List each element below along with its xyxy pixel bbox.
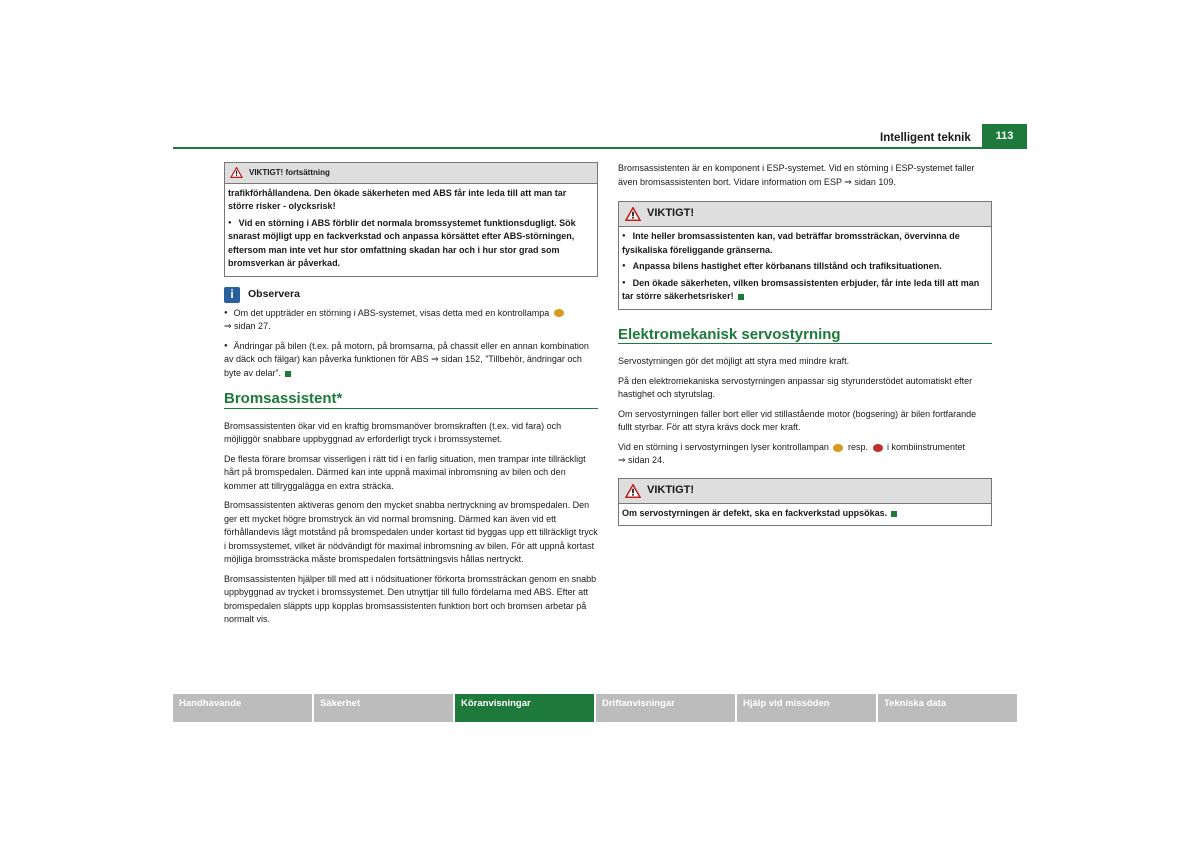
paragraph: På den elektromekaniska servostyrningen anpassar sig styrunderstödet automatiskt efter hastighet och styrutslag. xyxy=(618,375,973,400)
note-header xyxy=(224,287,598,303)
left-column xyxy=(224,162,598,633)
end-square-icon xyxy=(738,294,744,300)
warning-body xyxy=(619,227,991,309)
warning-title: VIKTIGT! xyxy=(647,484,695,497)
warning-header xyxy=(619,479,991,504)
note-bullet-1-ref: ⇒ sidan 27. xyxy=(224,321,271,332)
intro-paragraph: Bromsassistenten är en komponent i ESP-systemet. Vid en störning i ESP-systemet faller även bromsassistenten bort. Vidare information om ESP ⇒ sidan 109. xyxy=(618,163,975,187)
warning-triangle-icon xyxy=(230,167,243,178)
warning-header xyxy=(619,202,991,227)
warning-title: VIKTIGT! fortsättning xyxy=(249,168,330,177)
abs-lamp-icon xyxy=(554,309,564,317)
tab-sakerhet[interactable]: Säkerhet xyxy=(314,694,453,722)
section-title-bromsassistent: Bromsassistent* xyxy=(224,392,598,409)
header-title: Intelligent teknik xyxy=(880,132,971,144)
warning-body xyxy=(619,504,991,526)
paragraph: Bromsassistenten hjälper till med att i nödsituationer förkorta bromssträckan genom en snabb uppbyggnad av trycket i bromssystemet. Den utnyttjar till fullo fördelarna med ABS. Efter att bromspedalen släppts upp kopplas bromsassistenten funktion bort och bromsen arbetar på normalt vis. xyxy=(224,573,597,625)
paragraph-lamps xyxy=(618,441,992,468)
warning-text: trafikförhållandena. Den ökade säkerheten med ABS får inte leda till att man tar större risker - olycksrisk! xyxy=(228,187,567,211)
tab-handhavande[interactable]: Handhavande xyxy=(173,694,312,722)
lamp-text-a: Vid en störning i servostyrningen lyser kontrollampan xyxy=(618,441,829,452)
info-icon: i xyxy=(224,287,240,303)
warning-box-continued xyxy=(224,162,598,277)
end-square-icon xyxy=(285,371,291,377)
note-title: Observera xyxy=(248,287,300,300)
warning-title: VIKTIGT! xyxy=(647,207,695,220)
note-bullet-2 xyxy=(224,340,598,381)
steering-lamp-icon xyxy=(833,444,843,452)
warning-line xyxy=(622,507,988,521)
lamp-text-c: i kombiinstrumentet xyxy=(887,441,966,452)
paragraph: Bromsassistenten ökar vid en kraftig bromsmanöver bromskraften (t.ex. vid fara) och möjliggör snabbare uppbyggnad av erforderligt tryck i bromssystemet. xyxy=(224,420,562,445)
paragraph: Om servostyrningen faller bort eller vid stillastående motor (bogsering) är bilen fortfarande fullt styrbar. För att styra krävs dock mer kraft. xyxy=(618,408,977,433)
paragraph: De flesta förare bromsar visserligen i rätt tid i en farlig situation, men trampar inte tillräckligt hårt på bromspedalen. Därmed kan inte uppnå maximal inbromsning av bilen och den kommer att tillryggalägga en extra sträcka. xyxy=(224,453,586,491)
warning-bullet: ● Vid en störning i ABS förblir det normala bromssystemet funktionsdugligt. Sök snarast möjligt upp en fackverkstad och anpassa körsättet efter ABS-störningen, eftersom man inte vet hur stor omfattning skadan har och i hur stor grad som bromsverkan är påverkad. xyxy=(228,217,594,271)
steering-lamp-red-icon xyxy=(873,444,883,452)
page-number: 113 xyxy=(982,124,1027,148)
warning-body xyxy=(225,184,597,276)
warning-bullet: ● Inte heller bromsassistenten kan, vad beträffar bromssträckan, övervinna de fysikaliska föreliggande gränserna. xyxy=(622,230,988,257)
note-bullet-2-text: ● Ändringar på bilen (t.ex. på motorn, på bromsarna, på chassit eller en annan kombination av däck och fälgar) kan påverka funktionen för ABS ⇒ sidan 152, ”Tillbehör, ändringar och byte av delar”. xyxy=(224,341,589,378)
section-title-servostyrning: Elektromekanisk servostyrning xyxy=(618,328,992,345)
warning-triangle-icon xyxy=(625,207,641,221)
warning-box-2 xyxy=(618,478,992,527)
tab-tekniska-data[interactable]: Tekniska data xyxy=(878,694,1017,722)
warning-triangle-icon xyxy=(625,484,641,498)
warning-text: Om servostyrningen är defekt, ska en fackverkstad uppsökas. xyxy=(622,507,888,518)
warning-box-1 xyxy=(618,201,992,310)
tab-koranvisningar[interactable]: Köranvisningar xyxy=(455,694,594,722)
note-bullet-1-text: ● Om det uppträder en störning i ABS-systemet, visas detta med en kontrollampa xyxy=(224,308,549,318)
warning-header xyxy=(225,163,597,184)
end-square-icon xyxy=(891,511,897,517)
lamp-ref: ⇒ sidan 24. xyxy=(618,455,665,466)
header-rule xyxy=(173,147,1027,149)
warning-bullet-last xyxy=(622,277,988,304)
tab-hjalp-vid-missoden[interactable]: Hjälp vid missöden xyxy=(737,694,876,722)
warning-bullet-text: ● Den ökade säkerheten, vilken bromsassistenten erbjuder, får inte leda till att man tar större säkerhetsrisker! xyxy=(622,278,979,302)
right-column xyxy=(618,162,992,534)
chapter-nav xyxy=(173,694,1017,722)
note-bullet-1 xyxy=(224,307,598,334)
paragraph: Servostyrningen gör det möjligt att styra med mindre kraft. xyxy=(618,356,850,367)
warning-bullet: ● Anpassa bilens hastighet efter körbanans tillstånd och trafiksituationen. xyxy=(622,260,988,274)
lamp-text-b: resp. xyxy=(847,441,868,452)
tab-driftanvisningar[interactable]: Driftanvisningar xyxy=(596,694,735,722)
paragraph: Bromsassistenten aktiveras genom den mycket snabba nertryckning av bromspedalen. Den ger ett mycket högre bromstryck än vid normal bromsning. Därmed kan även vid ett förhållandevis lågt motstånd på bromspedalen under kortast tid byggas upp ett tillräckligt tryck i bromssystemet, vilket är nödvändigt för maximal inbromsning av bilen. För att uppnå kortast möjliga bromssträcka måste bromspedalen fortsättningsvis hållas nertryckt. xyxy=(224,500,598,565)
